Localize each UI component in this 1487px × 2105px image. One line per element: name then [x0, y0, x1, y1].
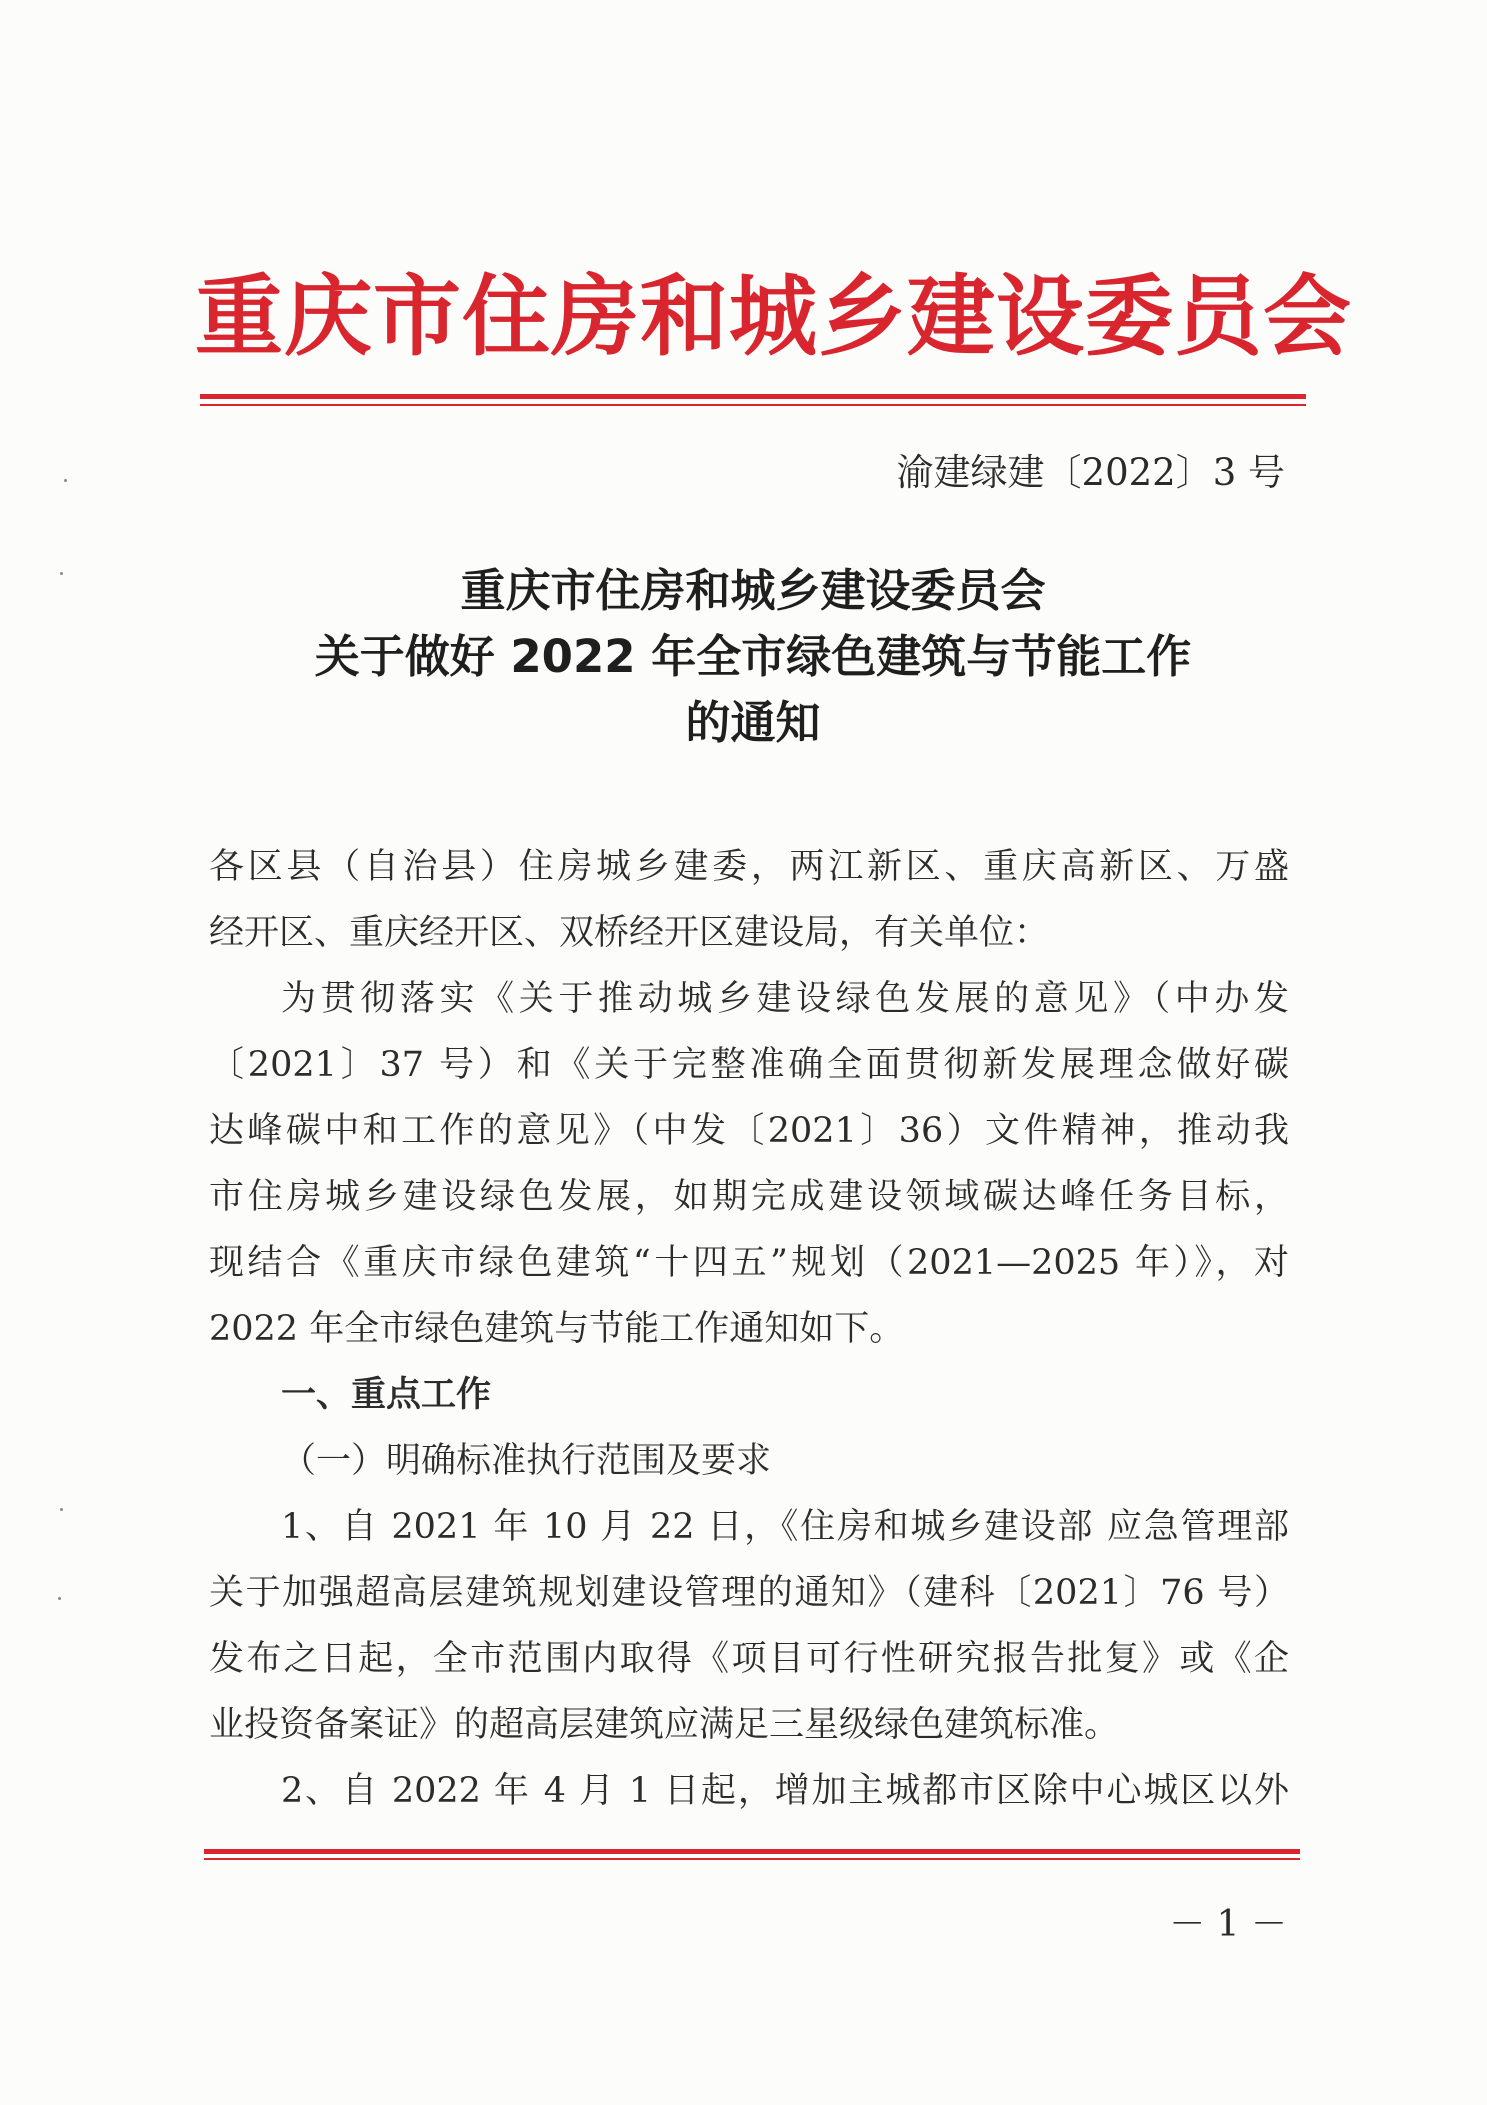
body-line: 发布之日起，全市范围内取得《项目可行性研究报告批复》或《企: [209, 1639, 1289, 1679]
title-line: 的通知: [685, 696, 821, 749]
body-line: 达峰碳中和工作的意见》（中发〔2021〕36）文件精神，推动我: [209, 1111, 1289, 1151]
intro-paragraph: [209, 966, 1289, 1362]
page-number: － 1 －: [1169, 1904, 1287, 1945]
body-line: 为贯彻落实《关于推动城乡建设绿色发展的意见》（中办发: [281, 979, 1289, 1019]
body-line: 市住房城乡建设绿色发展，如期完成建设领域碳达峰任务目标，: [209, 1177, 1289, 1217]
section-heading: 一、重点工作: [281, 1375, 492, 1415]
body-line: 2、自 2022 年 4 月 1 日起，增加主城都市区除中心城区以外: [281, 1771, 1289, 1811]
header-red-rule: [200, 394, 1306, 399]
subsection-heading: （一）明确标准执行范围及要求: [281, 1441, 772, 1481]
scan-speck: [60, 1508, 63, 1511]
title-line: 关于做好 2022 年全市绿色建筑与节能工作: [314, 630, 1192, 683]
document-body: [209, 834, 1289, 1824]
footer-red-rule: [204, 1849, 1300, 1854]
body-line: 业投资备案证》的超高层建筑应满足三星级绿色建筑标准。: [209, 1705, 1120, 1745]
scan-speck: [58, 1597, 61, 1600]
body-line: 1、自 2021 年 10 月 22 日，《住房和城乡建设部 应急管理部: [281, 1507, 1289, 1547]
header-red-rule-thin: [200, 404, 1306, 406]
document-title: [200, 558, 1306, 756]
document-number: 渝建绿建〔2022〕3 号: [896, 451, 1285, 494]
body-line: 经开区、重庆经开区、双桥经开区建设局，有关单位：: [209, 913, 1050, 953]
footer-red-rule-thin: [204, 1858, 1300, 1860]
scan-speck: [60, 572, 63, 575]
item-1-paragraph: [209, 1494, 1289, 1758]
issuing-organization-header: 重庆市住房和城乡建设委员会: [195, 265, 1353, 368]
body-line: 各区县（自治县）住房城乡建委，两江新区、重庆高新区、万盛: [209, 847, 1289, 887]
item-2-paragraph: [209, 1758, 1289, 1824]
scan-speck: [64, 479, 67, 482]
title-line: 重庆市住房和城乡建设委员会: [460, 564, 1046, 617]
body-line: 2022 年全市绿色建筑与节能工作通知如下。: [209, 1309, 905, 1349]
addressee: [209, 834, 1289, 966]
body-line: 关于加强超高层建筑规划建设管理的通知》（建科〔2021〕76 号）: [209, 1573, 1289, 1613]
body-line: 现结合《重庆市绿色建筑“十四五”规划（2021—2025 年）》，对: [209, 1243, 1289, 1283]
body-line: 〔2021〕37 号）和《关于完整准确全面贯彻新发展理念做好碳: [209, 1045, 1289, 1085]
